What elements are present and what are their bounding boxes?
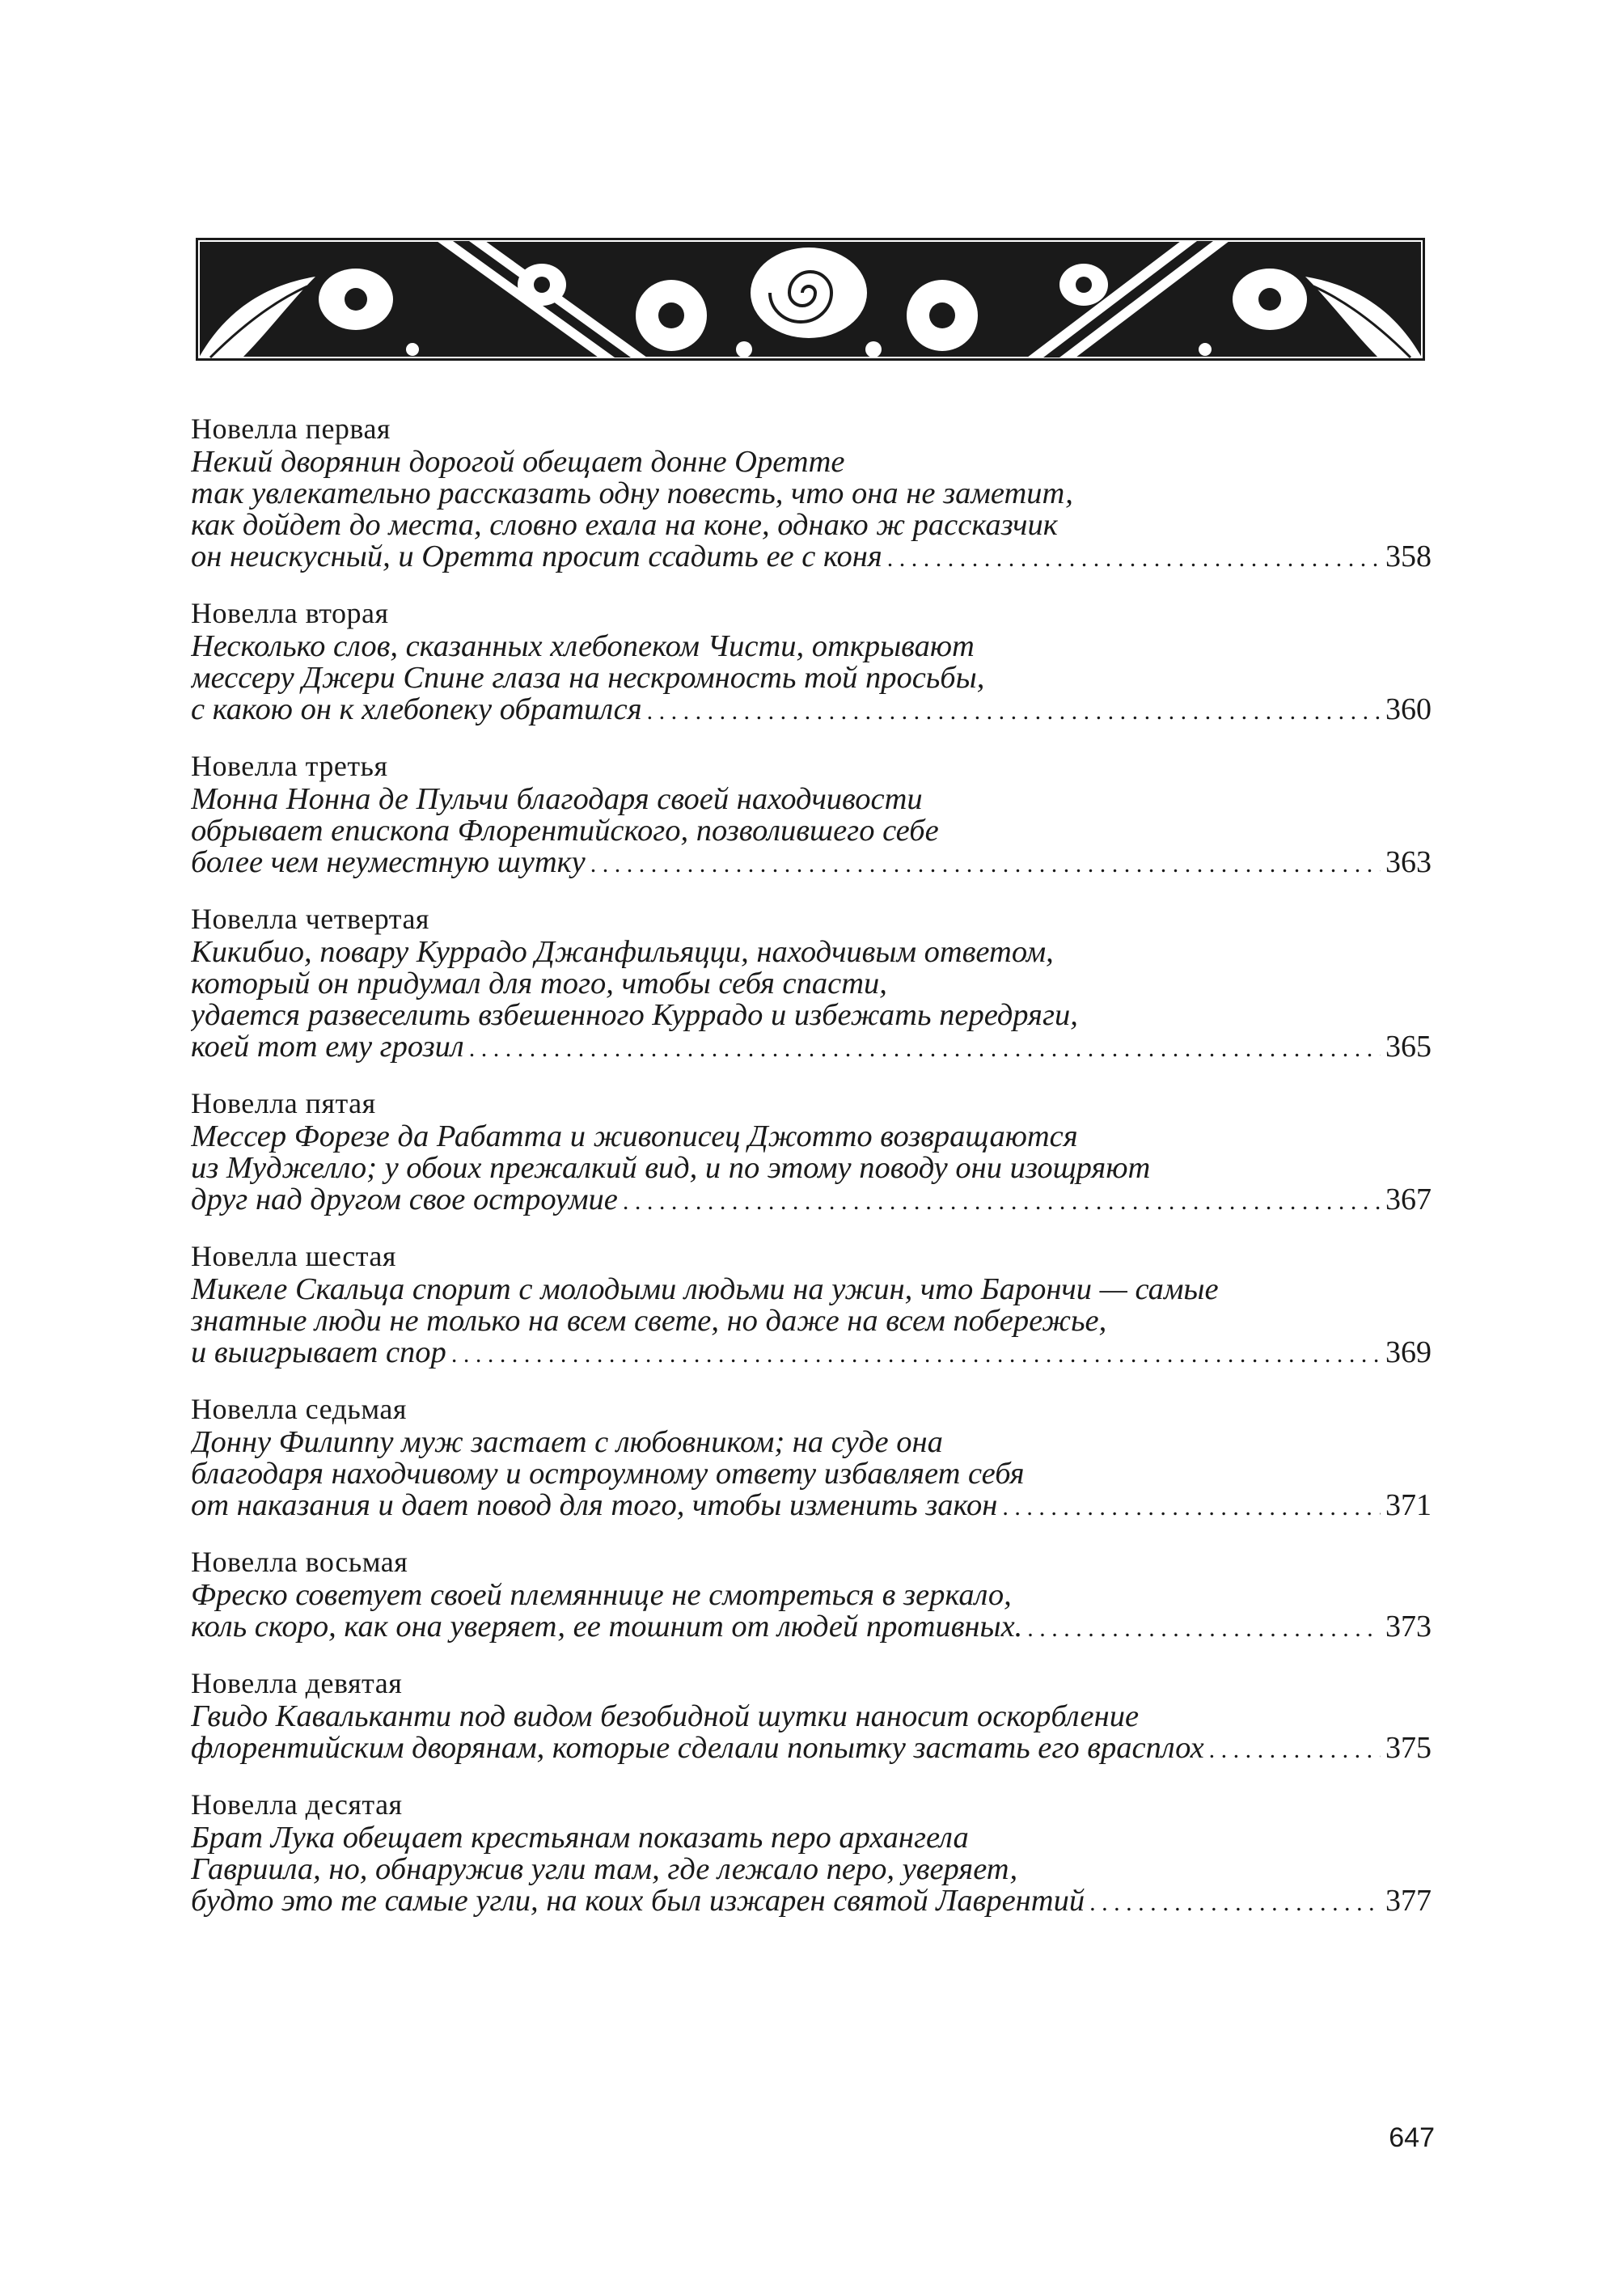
- toc-entry: [191, 411, 1432, 573]
- dot-leader: [1002, 1490, 1381, 1521]
- page-reference: 373: [1385, 1611, 1432, 1643]
- novella-summary-last-line: [191, 1885, 1432, 1917]
- novella-summary-last-line: [191, 1611, 1432, 1643]
- novella-title: Новелла первая: [191, 412, 391, 445]
- novella-summary-line: знатные люди не только на всем свете, но даже на всем побережье,: [191, 1305, 1107, 1337]
- novella-summary-last-line: [191, 1184, 1432, 1216]
- toc-entry: [191, 1665, 1432, 1764]
- dot-leader: [1089, 1885, 1381, 1917]
- novella-summary-last-line: [191, 1732, 1432, 1764]
- novella-summary-line: Фреско советует своей племяннице не смотреться в зеркало,: [191, 1580, 1012, 1611]
- page-reference: 375: [1385, 1732, 1432, 1764]
- dot-leader: [590, 847, 1381, 878]
- dot-leader: [451, 1337, 1381, 1369]
- page-reference: 369: [1385, 1337, 1432, 1369]
- novella-summary-last-line: [191, 694, 1432, 726]
- toc-entry: [191, 1391, 1432, 1521]
- novella-summary-last-line: [191, 1337, 1432, 1369]
- novella-summary-line: удается развеселить взбешенного Куррадо и избежать передряги,: [191, 1000, 1078, 1031]
- novella-title: Новелла третья: [191, 750, 388, 782]
- toc-entry: [191, 901, 1432, 1063]
- novella-summary-text: он неискусный, и Оретта просит ссадить ее с коня: [191, 541, 882, 573]
- page-number: 647: [1389, 2122, 1435, 2153]
- novella-summary-line: Брат Лука обещает крестьянам показать перо архангела: [191, 1822, 969, 1854]
- toc-entry: [191, 1787, 1432, 1917]
- toc-entry: [191, 1085, 1432, 1216]
- page-reference: 367: [1385, 1184, 1432, 1216]
- novella-summary-last-line: [191, 847, 1432, 878]
- novella-summary-line: Гавриила, но, обнаружив угли там, где лежало перо, уверяет,: [191, 1854, 1018, 1885]
- novella-title: Новелла десятая: [191, 1788, 403, 1821]
- toc-entry: [191, 1238, 1432, 1369]
- dot-leader: [647, 694, 1381, 726]
- page-reference: 377: [1385, 1885, 1432, 1917]
- novella-summary-text: от наказания и дает повод для того, чтобы изменить закон: [191, 1490, 998, 1521]
- novella-title: Новелла четвертая: [191, 903, 429, 935]
- novella-summary-last-line: [191, 1031, 1432, 1063]
- novella-summary-line: из Муджелло; у обоих прежалкий вид, и по этому поводу они изощряют: [191, 1153, 1151, 1184]
- novella-summary-text: и выигрывает спор: [191, 1337, 446, 1369]
- floral-ornament-band-icon: [194, 236, 1427, 362]
- page-reference: 358: [1385, 541, 1432, 573]
- novella-summary-line: Донну Филиппу муж застает с любовником; на суде она: [191, 1427, 943, 1458]
- novella-summary-line: Кикибио, повару Куррадо Джанфильяцци, находчивым ответом,: [191, 937, 1054, 968]
- novella-summary-line: обрывает епископа Флорентийского, позволившего себе: [191, 815, 939, 847]
- novella-summary-line: мессеру Джери Спине глаза на нескромность той просьбы,: [191, 662, 985, 694]
- novella-summary-text: более чем неуместную шутку: [191, 847, 586, 878]
- novella-title: Новелла девятая: [191, 1667, 403, 1699]
- novella-summary-line: Гвидо Кавальканти под видом безобидной шутки наносит оскорбление: [191, 1701, 1140, 1732]
- novella-summary-text: коей тот ему грозил: [191, 1031, 464, 1063]
- novella-summary-line: так увлекательно рассказать одну повесть, что она не заметит,: [191, 478, 1073, 510]
- dot-leader: [1209, 1732, 1381, 1764]
- novella-summary-line: Несколько слов, сказанных хлебопеком Чисти, открывают: [191, 631, 975, 662]
- page-reference: 363: [1385, 847, 1432, 878]
- novella-summary-text: будто это те самые угли, на коих был изжарен святой Лаврентий: [191, 1885, 1085, 1917]
- toc-entry: [191, 1544, 1432, 1643]
- novella-summary-line: Мессер Форезе да Рабатта и живописец Джотто возвращаются: [191, 1121, 1078, 1153]
- novella-summary-text: друг над другом свое остроумие: [191, 1184, 618, 1216]
- novella-summary-line: благодаря находчивому и остроумному ответу избавляет себя: [191, 1458, 1025, 1490]
- novella-summary-line: Монна Нонна де Пульчи благодаря своей находчивости: [191, 784, 923, 815]
- novella-summary-last-line: [191, 541, 1432, 573]
- novella-title: Новелла вторая: [191, 597, 389, 629]
- dot-leader: [623, 1184, 1381, 1216]
- novella-summary-line: Микеле Скальца спорит с молодыми людьми на ужин, что Барончи — самые: [191, 1274, 1219, 1305]
- novella-summary-line: как дойдет до места, словно ехала на коне, однако ж рассказчик: [191, 510, 1058, 541]
- toc-entry: [191, 748, 1432, 878]
- novella-title: Новелла шестая: [191, 1240, 396, 1272]
- novella-summary-line: который он придумал для того, чтобы себя спасти,: [191, 968, 887, 1000]
- novella-title: Новелла восьмая: [191, 1546, 408, 1578]
- table-of-contents: [191, 411, 1432, 1940]
- dot-leader: [887, 541, 1381, 573]
- dot-leader: [469, 1031, 1381, 1063]
- novella-title: Новелла пятая: [191, 1087, 376, 1119]
- toc-entry: [191, 595, 1432, 726]
- page-reference: 365: [1385, 1031, 1432, 1063]
- page-reference: 360: [1385, 694, 1432, 726]
- dot-leader: [1027, 1611, 1381, 1643]
- novella-summary-text: коль скоро, как она уверяет, ее тошнит от людей противных.: [191, 1611, 1023, 1643]
- novella-summary-text: с какою он к хлебопеку обратился: [191, 694, 642, 726]
- novella-summary-last-line: [191, 1490, 1432, 1521]
- novella-summary-text: флорентийским дворянам, которые сделали попытку застать его врасплох: [191, 1732, 1204, 1764]
- novella-title: Новелла седьмая: [191, 1393, 407, 1425]
- page-reference: 371: [1385, 1490, 1432, 1521]
- novella-summary-line: Некий дворянин дорогой обещает донне Оретте: [191, 446, 845, 478]
